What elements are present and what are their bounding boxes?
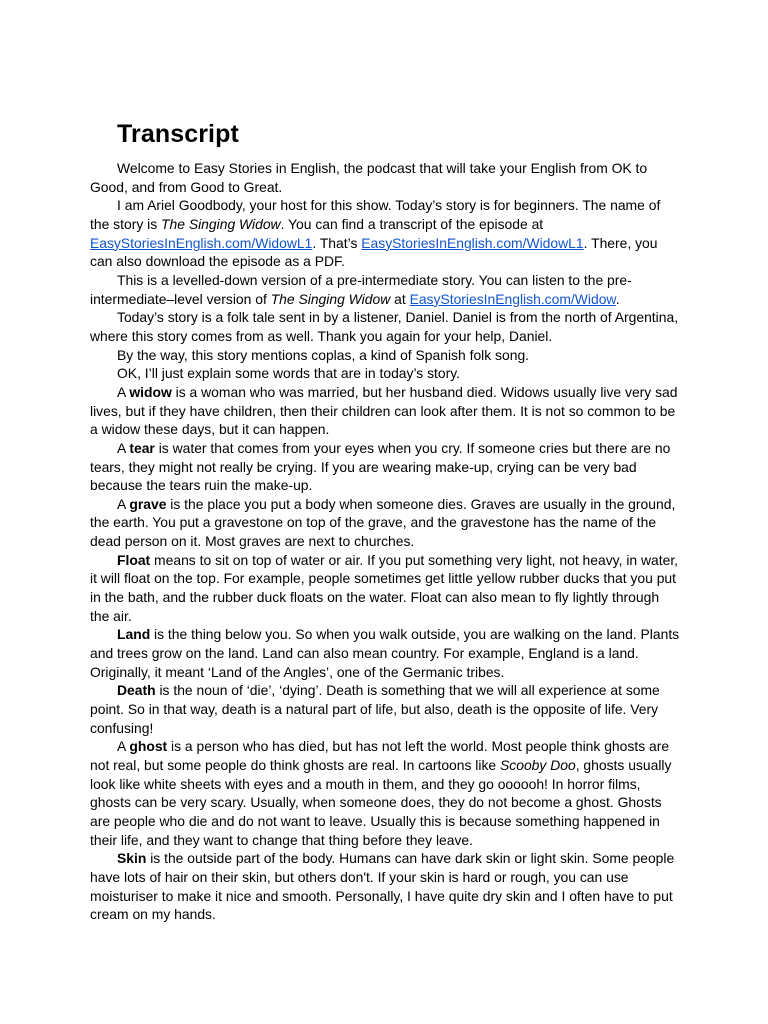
host-text-3: . That’s	[312, 234, 362, 251]
grave-prefix: A	[117, 495, 130, 512]
tear-term: tear	[129, 439, 155, 456]
skin-term: Skin	[117, 850, 147, 867]
intro-paragraph	[90, 159, 680, 196]
death-definition: is the noun of ‘die’, ‘dying’. Death is something that we will all experience at some point. So in that way, death is a natural part of life, but also, death is the opposite of life. Very confusing!	[90, 682, 660, 736]
tear-prefix: A	[117, 439, 130, 456]
page-title: Transcript	[117, 120, 239, 148]
levelled-text-2: at	[390, 290, 410, 307]
float-paragraph	[90, 551, 680, 626]
float-term: Float	[117, 551, 151, 568]
skin-paragraph	[90, 849, 680, 924]
widow-term: widow	[129, 383, 172, 400]
pre-intermediate-link[interactable]: EasyStoriesInEnglish.com/Widow	[409, 290, 616, 307]
float-definition: means to sit on top of water or air. If you put something very light, not heavy, in water, it will float on the top. For example, people sometimes get little yellow rubber ducks that you put in the bath, and the rubber duck floats on the water. Float can also mean to fly lightly through the air.	[90, 551, 679, 624]
levelled-paragraph	[90, 271, 680, 308]
intro-text: Welcome to Easy Stories in English, the podcast that will take your English from OK to Good, and from Good to Great.	[90, 160, 648, 195]
grave-definition: is the place you put a body when someone dies. Graves are usually in the ground, the earth. You put a gravestone on top of the grave, and the gravestone has the name of the dead person on it. Most graves are next to churches.	[90, 495, 676, 550]
transcript-link-repeat[interactable]: EasyStoriesInEnglish.com/WidowL1	[361, 234, 584, 251]
host-text-2: . You can find a transcript of the episode at	[280, 215, 544, 232]
ghost-definition-2: , ghosts usually look like white sheets with eyes and a mouth in them, and they go oooooh! In horror films, ghosts can be very scary. Usually, when someone does, they do not become a ghost. Ghosts are people who die and do not want to leave. Usually this is because something happened in their life, and they want to change that thing before they leave.	[90, 757, 672, 848]
tear-definition: is water that comes from your eyes when you cry. If someone cries but there are no tears, they might not really be crying. If you are wearing make-up, crying can be very bad because the tears ruin the make-up.	[90, 439, 671, 494]
land-definition: is the thing below you. So when you walk outside, you are walking on the land. Plants and trees grow on the land. Land can also mean country. For example, England is a land. Originally, it meant ‘Land of the Angles’, one of the Germanic tribes.	[90, 626, 680, 680]
land-term: Land	[117, 626, 151, 643]
host-text-4: . There, you can also download the episode as a PDF.	[90, 234, 658, 270]
land-paragraph	[90, 625, 680, 681]
explain-paragraph	[90, 364, 680, 383]
widow-definition: is a woman who was married, but her husband died. Widows usually live very sad lives, but if they have children, then their children can look after them. It is not so common to be a widow these days, but it can happen.	[90, 383, 678, 438]
widow-paragraph	[90, 383, 680, 439]
grave-paragraph	[90, 495, 680, 551]
ghost-term: ghost	[129, 738, 168, 755]
scooby-doo-italic: Scooby Doo	[500, 757, 576, 773]
levelled-text-1: This is a levelled-down version of a pre-intermediate story. You can listen to the pre-intermediate–level version of	[90, 271, 632, 307]
coplas-text: By the way, this story mentions coplas, a kind of Spanish folk song.	[117, 346, 530, 363]
death-paragraph	[90, 681, 680, 737]
tear-paragraph	[90, 439, 680, 495]
skin-definition: is the outside part of the body. Humans can have dark skin or light skin. Some people have lots of hair on their skin, but others don't. If your skin is hard or rough, you can use moisturiser to make it nice and smooth. Personally, I have quite dry skin and I often have to put cream on my hands.	[90, 850, 675, 923]
transcript-link[interactable]: EasyStoriesInEnglish.com/WidowL1	[90, 234, 313, 251]
story-title-italic: The Singing Widow	[161, 215, 281, 232]
story-title-italic-2: The Singing Widow	[270, 290, 391, 307]
host-text-1: I am Ariel Goodbody, your host for this show. Today’s story is for beginners. The name of the story is	[90, 197, 661, 232]
host-paragraph	[90, 196, 680, 271]
grave-term: grave	[129, 495, 167, 512]
document-page	[90, 116, 680, 924]
folk-tale-text: Today’s story is a folk tale sent in by a listener, Daniel. Daniel is from the north of Argentina, where this story comes from as well. Thank you again for your help, Daniel.	[90, 309, 679, 344]
coplas-paragraph	[90, 346, 680, 365]
explain-text: OK, I’ll just explain some words that are in today’s story.	[117, 365, 461, 382]
widow-prefix: A	[117, 383, 130, 400]
ghost-prefix: A	[117, 738, 130, 755]
folk-tale-paragraph	[90, 308, 680, 345]
levelled-text-3: .	[615, 290, 620, 307]
ghost-paragraph	[90, 737, 680, 849]
death-term: Death	[117, 682, 156, 699]
ghost-definition-1: is a person who has died, but has not left the world. Most people think ghosts are not real, but some people do think ghosts are real. In cartoons like	[90, 738, 670, 773]
